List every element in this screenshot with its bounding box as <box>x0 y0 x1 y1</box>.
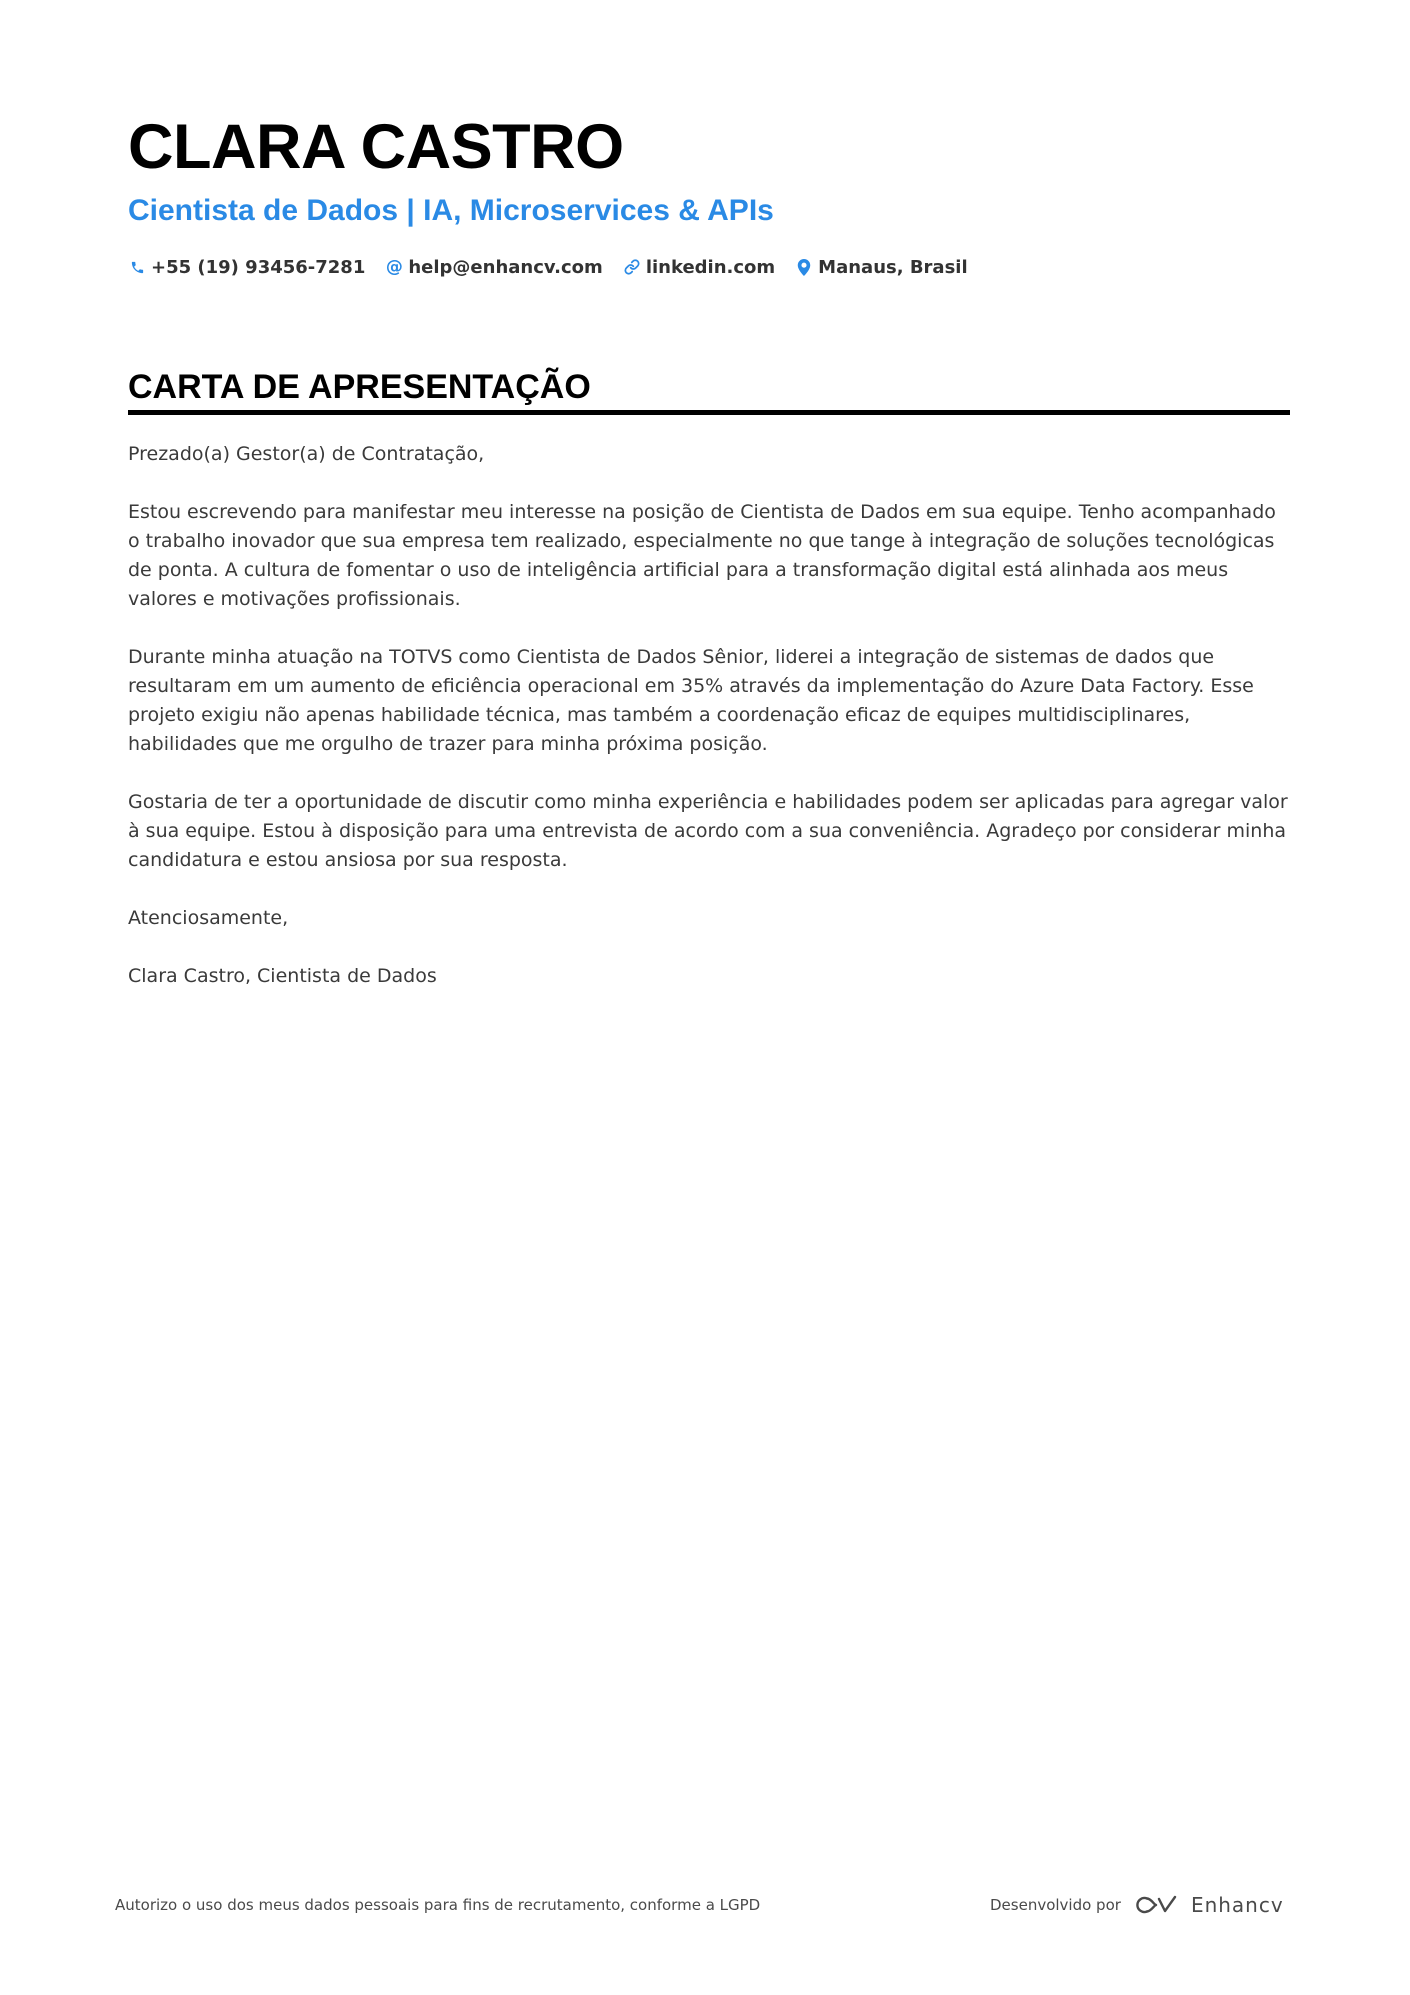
email-text[interactable]: help@enhancv.com <box>408 256 603 278</box>
linkedin-text[interactable]: linkedin.com <box>645 256 776 278</box>
contact-bar <box>128 253 988 281</box>
location-text: Manaus, Brasil <box>818 256 968 278</box>
powered-by-label: Desenvolvido por <box>990 1896 1121 1914</box>
enhancv-logo-icon <box>1133 1893 1179 1917</box>
phone-icon <box>128 258 146 276</box>
at-icon: @ <box>385 257 403 277</box>
letter-body <box>128 440 1293 1020</box>
footer-branding[interactable] <box>990 1890 1284 1920</box>
section-title: CARTA DE APRESENTAÇÃO <box>128 368 591 406</box>
footer-consent-text: Autorizo o uso dos meus dados pessoais para fins de recrutamento, conforme a LGPD <box>115 1896 761 1914</box>
phone-text: +55 (19) 93456-7281 <box>151 256 366 278</box>
letter-paragraph: Durante minha atuação na TOTVS como Cientista de Dados Sênior, liderei a integração de sistemas de dados que resultaram em um aumento de eficiência operacional em 35% através da implementação do Azure Data Factory. Esse projeto exigiu não apenas habilidade técnica, mas também a coordenação eficaz de equipes multidisciplinares, habilidades que me orgulho de trazer para minha próxima posição. <box>128 646 1254 755</box>
job-title: Cientista de Dados | IA, Microservices & APIs <box>128 194 774 227</box>
letter-paragraph: Estou escrevendo para manifestar meu interesse na posição de Cientista de Dados em sua equipe. Tenho acompanhado o trabalho inovador que sua empresa tem realizado, especialmente no que tange à integração de soluções tecnológicas de ponta. A cultura de fomentar o uso de inteligência artificial para a transformação digital está alinhada aos meus valores e motivações profissionais. <box>128 501 1276 610</box>
letter-signature: Clara Castro, Cientista de Dados <box>128 965 437 987</box>
letter-closing: Atenciosamente, <box>128 907 289 929</box>
contact-email[interactable] <box>385 257 602 278</box>
link-icon <box>623 258 641 276</box>
letter-paragraph: Gostaria de ter a oportunidade de discutir como minha experiência e habilidades podem ser aplicadas para agregar valor à sua equipe. Estou à disposição para uma entrevista de acordo com a sua conveniência. Agradeço por considerar minha candidatura e estou ansiosa por sua resposta. <box>128 791 1288 871</box>
brand-name: Enhancv <box>1190 1893 1284 1917</box>
section-divider <box>128 410 1290 415</box>
letter-greeting: Prezado(a) Gestor(a) de Contratação, <box>128 443 485 465</box>
candidate-name: CLARA CASTRO <box>128 112 624 182</box>
contact-location <box>795 257 967 278</box>
location-pin-icon <box>795 258 813 276</box>
contact-phone <box>128 257 365 278</box>
contact-linkedin[interactable] <box>623 257 775 278</box>
